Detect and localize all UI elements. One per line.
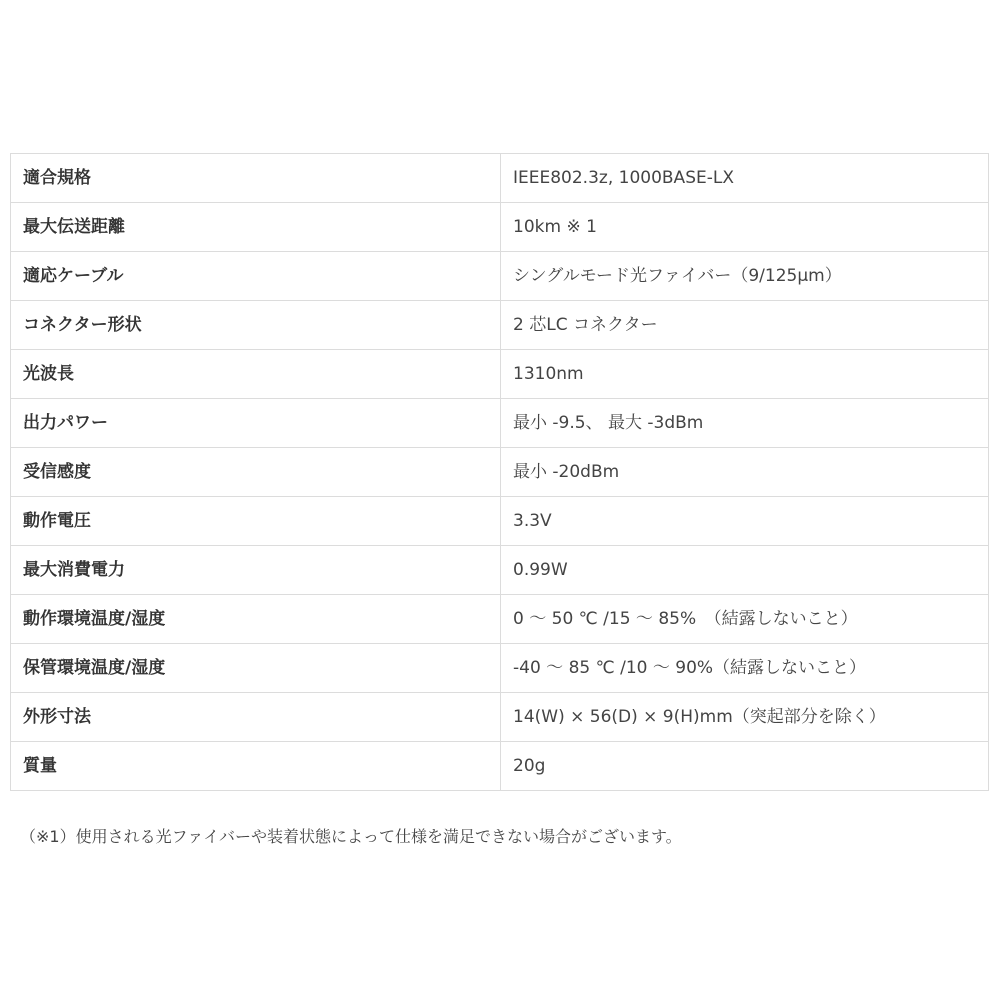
spec-label: 最大伝送距離 xyxy=(11,203,501,252)
spec-value: 2 芯LC コネクター xyxy=(501,301,989,350)
spec-label: 動作電圧 xyxy=(11,497,501,546)
spec-value: 14(W) × 56(D) × 9(H)mm（突起部分を除く） xyxy=(501,693,989,742)
spec-value: IEEE802.3z, 1000BASE-LX xyxy=(501,154,989,203)
spec-row-standard xyxy=(11,154,989,203)
spec-label: 質量 xyxy=(11,742,501,791)
footnote: （※1）使用される光ファイバーや装着状態によって仕様を満足できない場合がございます。 xyxy=(20,827,682,846)
spec-value: シングルモード光ファイバー（9/125μm） xyxy=(501,252,989,301)
spec-row-connector xyxy=(11,301,989,350)
spec-row-voltage xyxy=(11,497,989,546)
spec-value: 最小 -9.5、 最大 -3dBm xyxy=(501,399,989,448)
spec-label: 適合規格 xyxy=(11,154,501,203)
spec-value: 3.3V xyxy=(501,497,989,546)
spec-label: 動作環境温度/湿度 xyxy=(11,595,501,644)
spec-row-power-consumption xyxy=(11,546,989,595)
spec-label: 受信感度 xyxy=(11,448,501,497)
spec-label: 保管環境温度/湿度 xyxy=(11,644,501,693)
spec-value: 0 ～ 50 ℃ /15 ～ 85% （結露しないこと） xyxy=(501,595,989,644)
spec-value: 10km ※ 1 xyxy=(501,203,989,252)
spec-label: 適応ケーブル xyxy=(11,252,501,301)
spec-value: -40 ～ 85 ℃ /10 ～ 90%（結露しないこと） xyxy=(501,644,989,693)
spec-value: 最小 -20dBm xyxy=(501,448,989,497)
spec-label: 光波長 xyxy=(11,350,501,399)
spec-table xyxy=(10,153,989,791)
spec-row-max-distance xyxy=(11,203,989,252)
spec-value: 20g xyxy=(501,742,989,791)
spec-label: 出力パワー xyxy=(11,399,501,448)
spec-row-dimensions xyxy=(11,693,989,742)
spec-label: 最大消費電力 xyxy=(11,546,501,595)
spec-row-sensitivity xyxy=(11,448,989,497)
spec-row-wavelength xyxy=(11,350,989,399)
spec-label: コネクター形状 xyxy=(11,301,501,350)
spec-row-cable xyxy=(11,252,989,301)
spec-value: 0.99W xyxy=(501,546,989,595)
spec-row-weight xyxy=(11,742,989,791)
spec-row-operating-env xyxy=(11,595,989,644)
spec-row-storage-env xyxy=(11,644,989,693)
spec-value: 1310nm xyxy=(501,350,989,399)
spec-label: 外形寸法 xyxy=(11,693,501,742)
spec-row-output-power xyxy=(11,399,989,448)
